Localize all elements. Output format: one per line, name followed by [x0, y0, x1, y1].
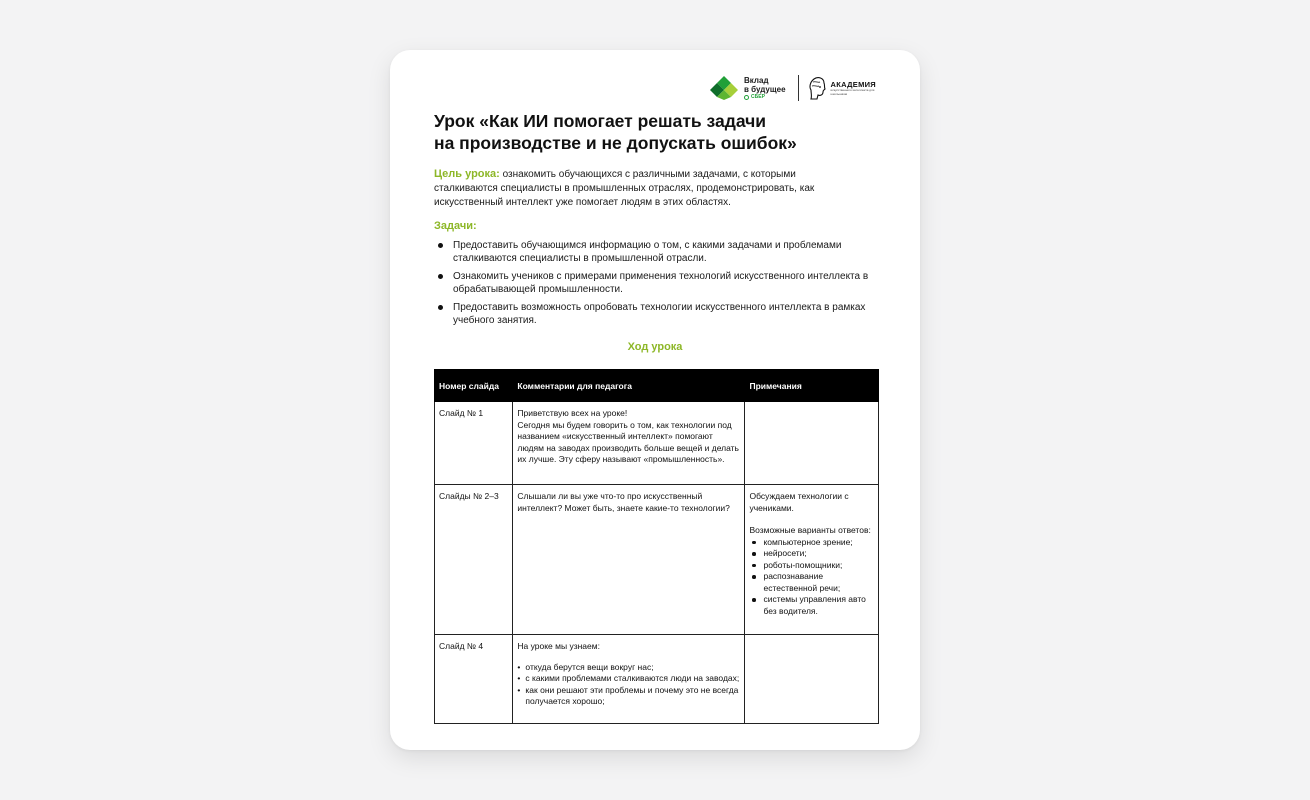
header-teacher-comments: Комментарии для педагога	[513, 370, 745, 402]
lesson-flow-table	[434, 369, 879, 724]
list-item: • как они решают эти проблемы и почему это не всегда получается хорошо;	[517, 685, 740, 708]
akademiya-portrait-icon	[808, 76, 828, 100]
list-item: • откуда берутся вещи вокруг нас;	[517, 662, 740, 674]
comment-cell	[513, 402, 745, 485]
akademiya-subtitle: искусственного интеллекта для школьников	[830, 88, 875, 96]
list-item: нейросети;	[749, 548, 874, 560]
logo-bar	[709, 72, 876, 104]
tasks-heading: Задачи:	[434, 220, 477, 232]
akademiya-logo	[808, 76, 876, 100]
notes-cell	[745, 485, 879, 635]
note-variants-label: Возможные варианты ответов:	[749, 525, 871, 535]
header-notes: Примечания	[745, 370, 879, 402]
goal-text: ознакомить обучающихся с различными задачами, с которыми сталкиваются специалисты в промышленных отраслях, продемонстрировать, как искусственный интеллект уже помогает людям в этих областях.	[434, 169, 815, 208]
lesson-goal	[434, 167, 854, 210]
list-item: роботы-помощники;	[749, 560, 874, 572]
note-answer-list	[749, 537, 874, 618]
logo-divider	[798, 75, 799, 101]
slide-number-cell: Слайд № 1	[435, 402, 513, 485]
sber-label: СБЕР	[751, 94, 765, 100]
task-item: Ознакомить учеников с примерами применения технологий искусственного интеллекта в обрабатывающей промышленности.	[434, 270, 874, 296]
comment-intro: На уроке мы узнаем:	[517, 641, 600, 651]
table-header-row	[435, 370, 879, 402]
list-item: распознавание естественной речи;	[749, 571, 874, 594]
slide-number-cell: Слайд № 4	[435, 635, 513, 724]
table-row	[435, 402, 879, 485]
list-item: • с какими проблемами сталкиваются люди на заводах;	[517, 673, 740, 685]
table-row	[435, 485, 879, 635]
vklad-diamond-icon	[709, 75, 739, 101]
notes-cell	[745, 635, 879, 724]
notes-cell	[745, 402, 879, 485]
lesson-flow-heading: Ход урока	[627, 341, 683, 353]
goal-label: Цель урока:	[434, 168, 500, 180]
comment-cell	[513, 635, 745, 724]
sber-mark	[744, 95, 786, 100]
vklad-line-1: Вклад	[744, 76, 769, 85]
tasks-list	[434, 239, 874, 332]
list-item: компьютерное зрение;	[749, 537, 874, 549]
lesson-title-line-1: Урок «Как ИИ помогает решать задачи	[434, 111, 767, 131]
task-item: Предоставить возможность опробовать технологии искусственного интеллекта в рамках учебного занятия.	[434, 301, 874, 327]
vklad-v-budushchee-logo	[709, 75, 786, 101]
header-slide-number: Номер слайда	[435, 370, 513, 402]
task-item: Предоставить обучающимся информацию о том, с какими задачами и проблемами сталкиваются специалисты в промышленной отрасли.	[434, 239, 874, 265]
lesson-title	[434, 110, 854, 154]
sber-icon	[744, 95, 749, 100]
comment-paragraph: Приветствую всех на уроке!	[517, 408, 628, 418]
vklad-line-2: в будущее	[744, 85, 786, 94]
comment-paragraph: Сегодня мы будем говорить о том, как технологии под названием «искусственный интеллект» помогают людям на заводах производить больше вещей и делать их лучше. Эту сферу называют «промышленность».	[517, 419, 739, 464]
table-row	[435, 635, 879, 724]
note-intro: Обсуждаем технологии с учениками.	[749, 491, 849, 513]
document-card	[390, 50, 920, 750]
lesson-title-line-2: на производстве и не допускать ошибок»	[434, 133, 797, 153]
comment-topic-list	[517, 662, 740, 708]
akademiya-title: АКАДЕМИЯ	[830, 80, 876, 89]
slide-number-cell: Слайды № 2–3	[435, 485, 513, 635]
list-item: системы управления авто без водителя.	[749, 594, 874, 617]
comment-cell: Слышали ли вы уже что-то про искусственный интеллект? Может быть, знаете какие-то технологии?	[513, 485, 745, 635]
